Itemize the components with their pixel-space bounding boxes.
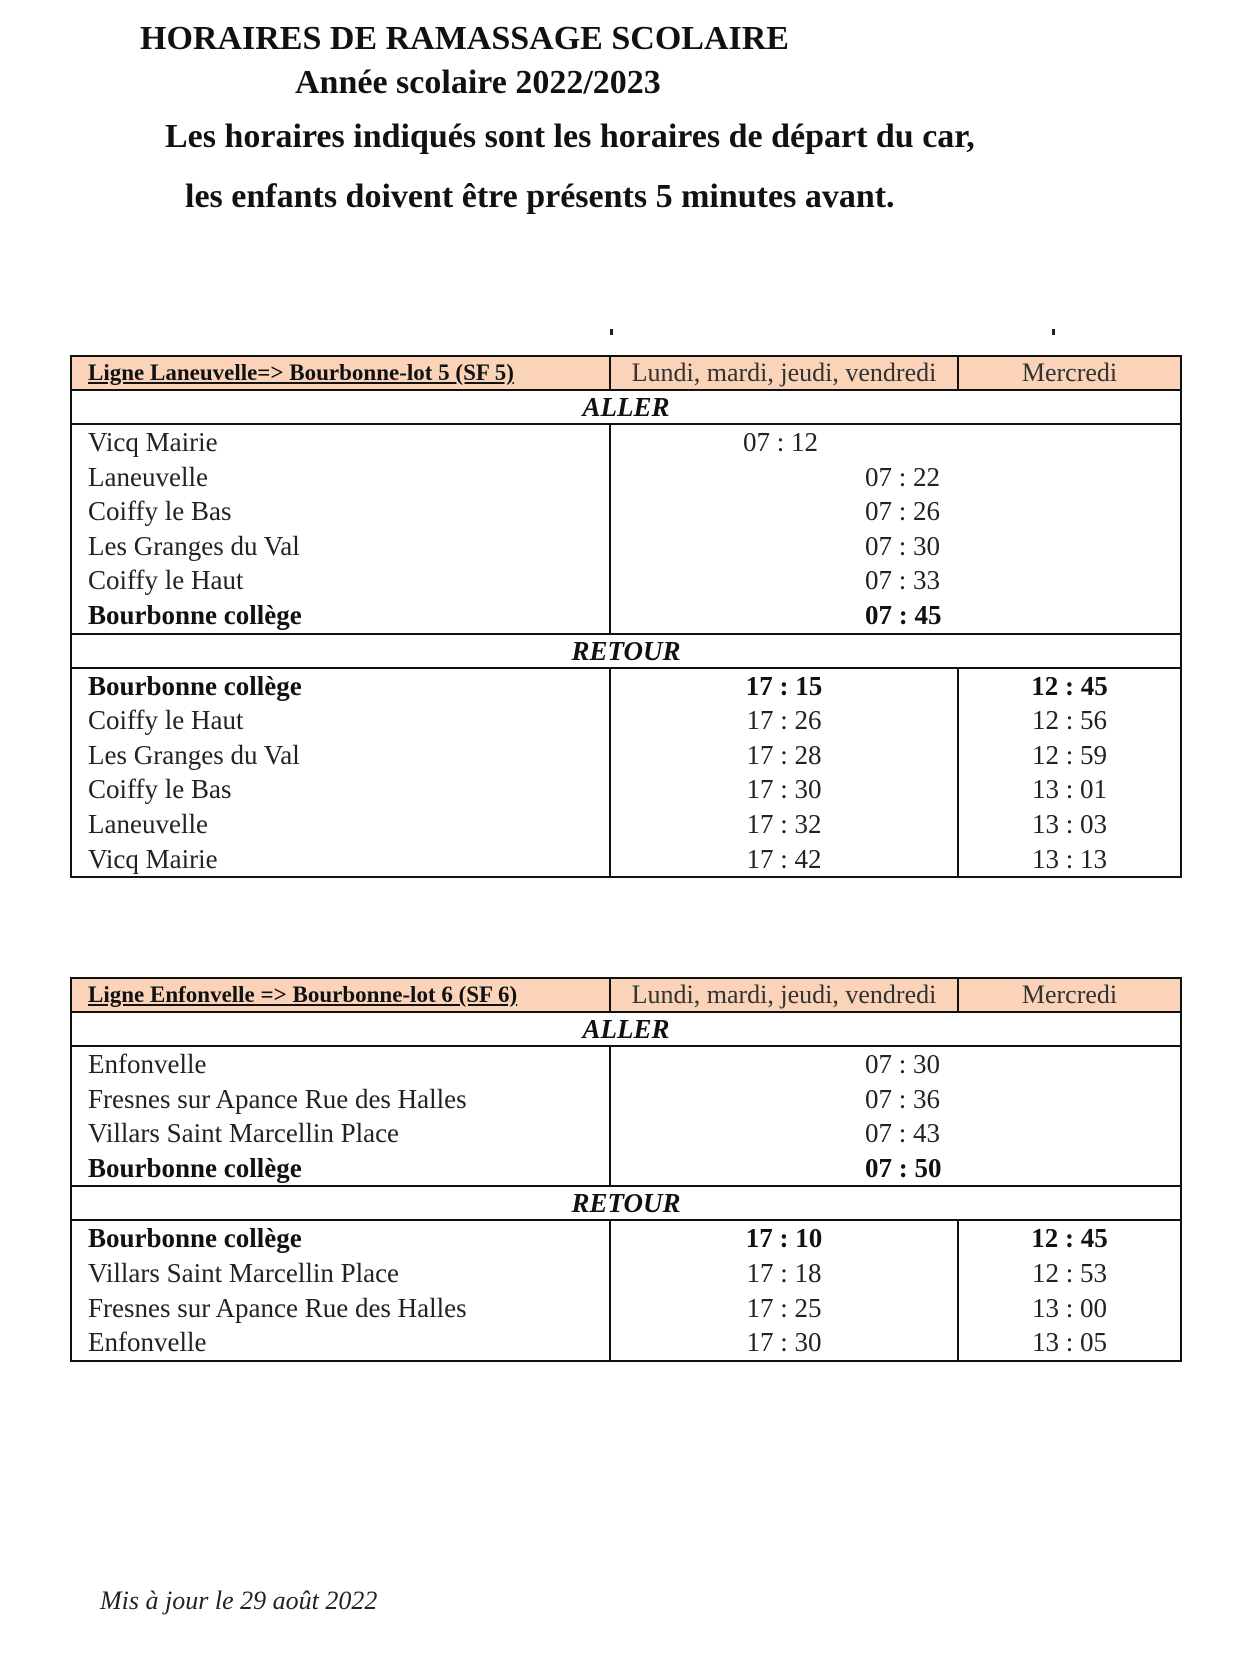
table-row bbox=[71, 772, 1181, 807]
table-row bbox=[71, 1291, 1181, 1326]
table-row bbox=[71, 1151, 1181, 1187]
stop-name: Fresnes sur Apance Rue des Halles bbox=[71, 1291, 610, 1326]
section-label-aller: ALLER bbox=[71, 1012, 1181, 1046]
weekday-time: 17 : 30 bbox=[610, 772, 958, 807]
wednesday-time: 12 : 45 bbox=[958, 1220, 1181, 1256]
weekday-time: 17 : 32 bbox=[610, 807, 958, 842]
departure-time: 07 : 22 bbox=[610, 460, 1181, 495]
wednesday-time: 13 : 05 bbox=[958, 1325, 1181, 1361]
weekday-time: 17 : 18 bbox=[610, 1256, 958, 1291]
stop-name: Villars Saint Marcellin Place bbox=[71, 1116, 610, 1151]
section-label-retour: RETOUR bbox=[71, 1186, 1181, 1220]
table-row bbox=[71, 494, 1181, 529]
section-row-retour bbox=[71, 1186, 1181, 1220]
wednesday-time: 12 : 53 bbox=[958, 1256, 1181, 1291]
stop-name: Vicq Mairie bbox=[71, 424, 610, 460]
departure-time: 07 : 43 bbox=[610, 1116, 1181, 1151]
stop-name: Laneuvelle bbox=[71, 460, 610, 495]
section-row-retour bbox=[71, 634, 1181, 668]
stop-name: Bourbonne collège bbox=[71, 1151, 610, 1187]
departure-time: 07 : 30 bbox=[610, 529, 1181, 564]
stop-name: Enfonvelle bbox=[71, 1046, 610, 1082]
stray-mark bbox=[1052, 329, 1055, 335]
table-header-row bbox=[71, 356, 1181, 390]
table-row bbox=[71, 738, 1181, 773]
column-header-wednesday: Mercredi bbox=[958, 356, 1181, 390]
table-row bbox=[71, 460, 1181, 495]
column-header-wednesday: Mercredi bbox=[958, 978, 1181, 1012]
weekday-time: 17 : 28 bbox=[610, 738, 958, 773]
stray-mark bbox=[610, 329, 613, 335]
wednesday-time: 13 : 03 bbox=[958, 807, 1181, 842]
stop-name: Coiffy le Bas bbox=[71, 494, 610, 529]
departure-time: 07 : 26 bbox=[610, 494, 1181, 529]
wednesday-time: 12 : 59 bbox=[958, 738, 1181, 773]
weekday-time: 17 : 25 bbox=[610, 1291, 958, 1326]
stop-name: Laneuvelle bbox=[71, 807, 610, 842]
table-row bbox=[71, 529, 1181, 564]
column-header-weekdays: Lundi, mardi, jeudi, vendredi bbox=[610, 978, 958, 1012]
departure-time: 07 : 30 bbox=[610, 1046, 1181, 1082]
departure-time: 07 : 33 bbox=[610, 563, 1181, 598]
table-row bbox=[71, 563, 1181, 598]
table-row bbox=[71, 1256, 1181, 1291]
departure-time: 07 : 12 bbox=[610, 424, 1181, 460]
table-row bbox=[71, 1116, 1181, 1151]
wednesday-time: 12 : 56 bbox=[958, 703, 1181, 738]
table-row bbox=[71, 668, 1181, 704]
column-header-weekdays: Lundi, mardi, jeudi, vendredi bbox=[610, 356, 958, 390]
table-row bbox=[71, 424, 1181, 460]
section-row-aller bbox=[71, 1012, 1181, 1046]
page-title: HORAIRES DE RAMASSAGE SCOLAIRE bbox=[140, 20, 789, 57]
stop-name: Les Granges du Val bbox=[71, 738, 610, 773]
stop-name: Bourbonne collège bbox=[71, 1220, 610, 1256]
table-row bbox=[71, 598, 1181, 634]
table-row bbox=[71, 842, 1181, 878]
schedule-table-lot-5 bbox=[70, 355, 1182, 878]
table-header-row bbox=[71, 978, 1181, 1012]
stop-name: Villars Saint Marcellin Place bbox=[71, 1256, 610, 1291]
weekday-time: 17 : 42 bbox=[610, 842, 958, 878]
table-row bbox=[71, 807, 1181, 842]
table-row bbox=[71, 1046, 1181, 1082]
schedule-table-lot-6 bbox=[70, 977, 1182, 1362]
wednesday-time: 13 : 00 bbox=[958, 1291, 1181, 1326]
table-row bbox=[71, 1220, 1181, 1256]
stop-name: Coiffy le Haut bbox=[71, 563, 610, 598]
stop-name: Bourbonne collège bbox=[71, 598, 610, 634]
wednesday-time: 13 : 13 bbox=[958, 842, 1181, 878]
line-title: Ligne Laneuvelle=> Bourbonne-lot 5 (SF 5) bbox=[71, 356, 610, 390]
stop-name: Les Granges du Val bbox=[71, 529, 610, 564]
weekday-time: 17 : 26 bbox=[610, 703, 958, 738]
table-row bbox=[71, 1082, 1181, 1117]
weekday-time: 17 : 15 bbox=[610, 668, 958, 704]
table-row bbox=[71, 1325, 1181, 1361]
notice-line-1: Les horaires indiqués sont les horaires de départ du car, bbox=[165, 118, 975, 155]
line-title: Ligne Enfonvelle => Bourbonne-lot 6 (SF 6) bbox=[71, 978, 610, 1012]
update-date: Mis à jour le 29 août 2022 bbox=[100, 1586, 378, 1615]
stop-name: Bourbonne collège bbox=[71, 668, 610, 704]
weekday-time: 17 : 10 bbox=[610, 1220, 958, 1256]
departure-time: 07 : 50 bbox=[610, 1151, 1181, 1187]
table-row bbox=[71, 703, 1181, 738]
stop-name: Coiffy le Bas bbox=[71, 772, 610, 807]
section-label-retour: RETOUR bbox=[71, 634, 1181, 668]
notice-line-2: les enfants doivent être présents 5 minutes avant. bbox=[185, 178, 895, 215]
weekday-time: 17 : 30 bbox=[610, 1325, 958, 1361]
stop-name: Fresnes sur Apance Rue des Halles bbox=[71, 1082, 610, 1117]
section-label-aller: ALLER bbox=[71, 390, 1181, 424]
departure-time: 07 : 36 bbox=[610, 1082, 1181, 1117]
departure-time: 07 : 45 bbox=[610, 598, 1181, 634]
section-row-aller bbox=[71, 390, 1181, 424]
wednesday-time: 13 : 01 bbox=[958, 772, 1181, 807]
school-year: Année scolaire 2022/2023 bbox=[295, 64, 661, 101]
stop-name: Enfonvelle bbox=[71, 1325, 610, 1361]
stop-name: Vicq Mairie bbox=[71, 842, 610, 878]
stop-name: Coiffy le Haut bbox=[71, 703, 610, 738]
wednesday-time: 12 : 45 bbox=[958, 668, 1181, 704]
